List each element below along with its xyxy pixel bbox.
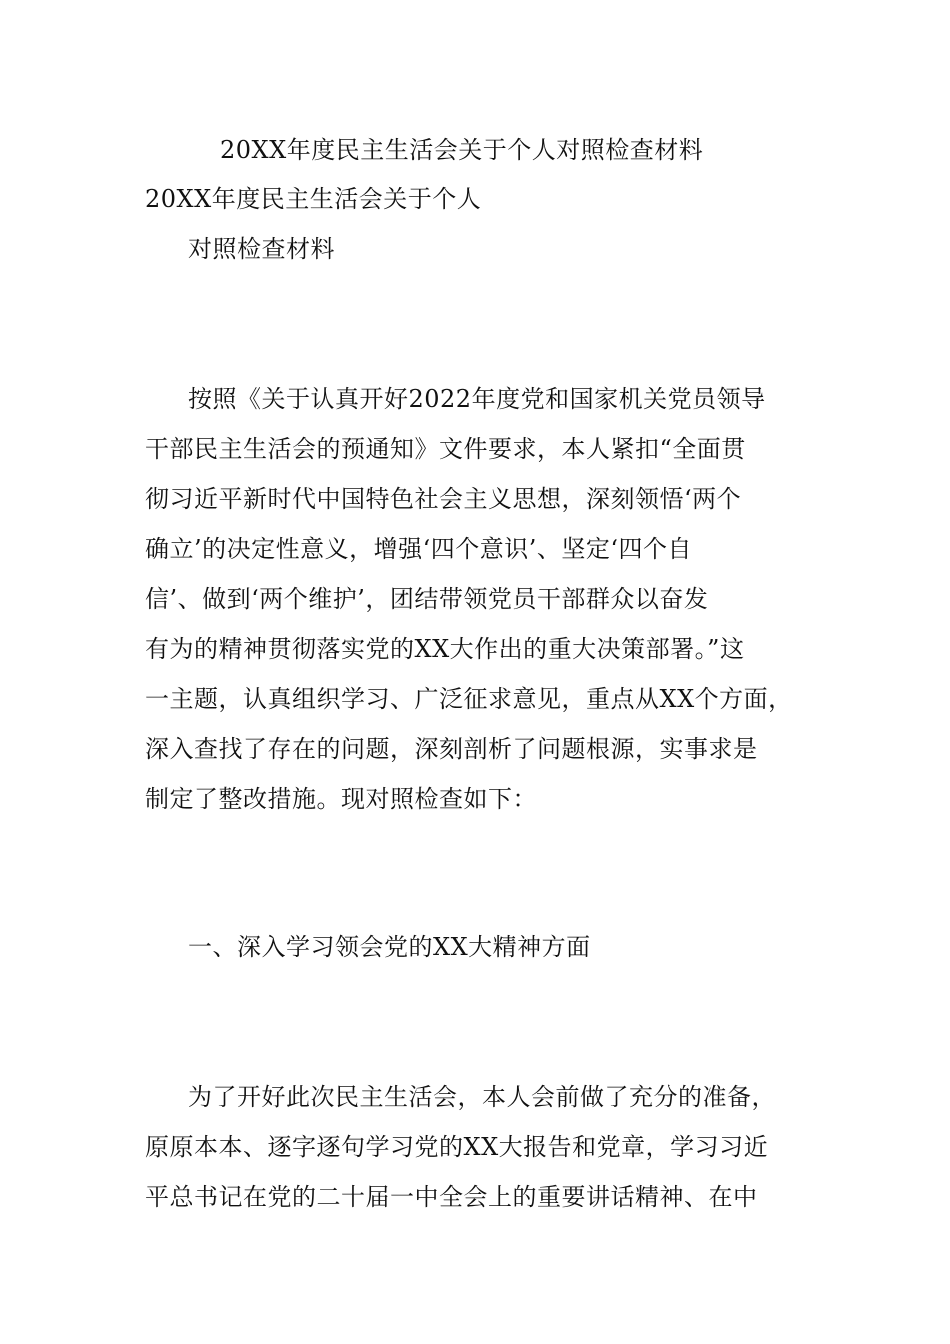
section-body-line: 平总书记在党的二十届一中全会上的重要讲话精神、在中 bbox=[145, 1183, 758, 1211]
intro-line: 按照《关于认真开好2022年度党和国家机关党员领导 bbox=[188, 385, 766, 413]
intro-line: 深入查找了存在的问题，深刻剖析了问题根源，实事求是 bbox=[145, 735, 758, 763]
header-title: 20XX年度民主生活会关于个人对照检查材料 bbox=[220, 136, 704, 164]
intro-line: 有为的精神贯彻落实党的XX大作出的重大决策部署。”这 bbox=[145, 635, 745, 663]
intro-line: 信’、做到‘两个维护’，团结带领党员干部群众以奋发 bbox=[145, 585, 709, 613]
section-body-line: 为了开好此次民主生活会，本人会前做了充分的准备， bbox=[188, 1083, 776, 1111]
intro-line: 彻习近平新时代中国特色社会主义思想，深刻领悟‘两个 bbox=[145, 485, 742, 513]
intro-line: 确立’的决定性意义，增强‘四个意识’、坚定‘四个自 bbox=[145, 535, 693, 563]
section-heading: 一、深入学习领会党的XX大精神方面 bbox=[188, 933, 591, 961]
section-body-line: 原原本本、逐字逐句学习党的XX大报告和党章，学习习近 bbox=[145, 1133, 769, 1161]
intro-line: 一主题，认真组织学习、广泛征求意见，重点从XX个方面， bbox=[145, 685, 793, 713]
title-line-2: 对照检查材料 bbox=[188, 235, 335, 263]
intro-line: 干部民主生活会的预通知》文件要求，本人紧扣“全面贯 bbox=[145, 435, 746, 463]
title-line-1: 20XX年度民主生活会关于个人 bbox=[145, 185, 482, 213]
intro-line: 制定了整改措施。现对照检查如下： bbox=[145, 785, 537, 813]
